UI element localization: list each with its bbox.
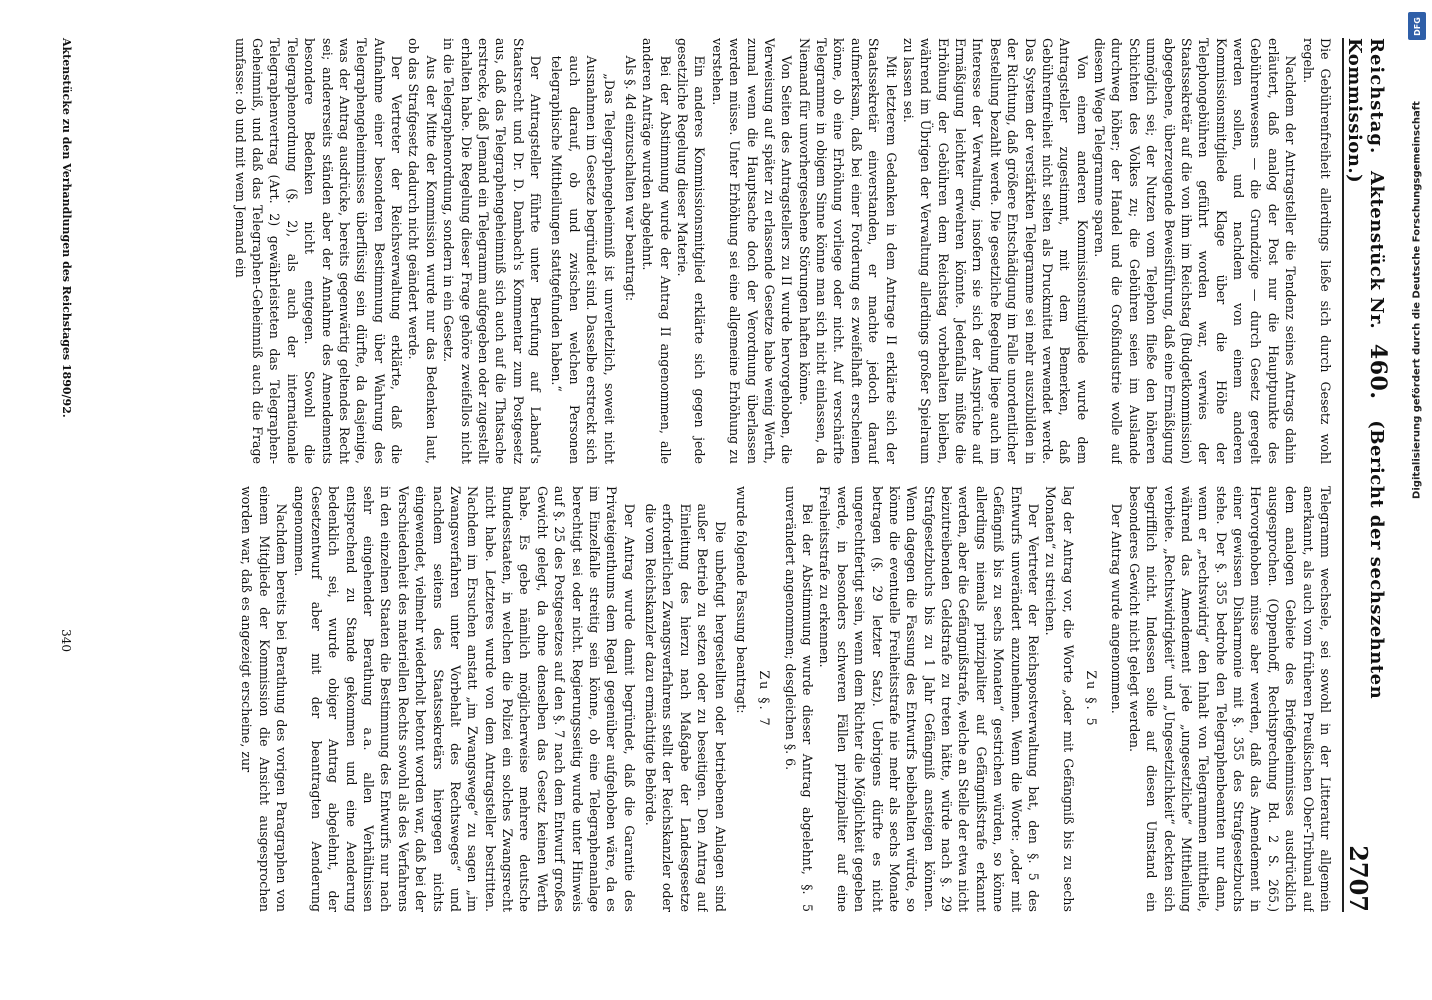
header-doc-number: 460. xyxy=(1365,343,1391,400)
paragraph: Als §. 4d einzuschalten war beantragt: xyxy=(623,55,638,302)
page-number: 2707 xyxy=(1344,845,1373,912)
right-column xyxy=(79,486,1334,912)
paragraph: Von einem anderen Kommissionsmitgliede wurde dem Antragsteller zugestimmt, mit dem Bemerken, daß Gebührenfreiheit nicht selten als Druckmittel verwendet werde. Das System der verstärkten Telegramme sei mehr auszubilden in der Richtung, daß größere Entschädigung im Falle unordentlicher Bestellung bezahlt werde. Die gesetzliche Regelung liege auch im Interesse der Verwaltung, insofern sie sich der Ansprüche auf Ermäßigung leichter erwehren könnte. Jedenfalls müßte die Erhöhung der Gebühren dem Reichstag vorbehalten bleiben, während im Übrigen der Verwaltung allerdings großer Spielraum zu lassen sei. xyxy=(901,38,1090,464)
dfg-logo: DFG xyxy=(1408,12,1426,40)
paragraph: Der Antrag wurde damit begründet, daß die Garantie des Privateigenthums dem Regal gegenüber aufgehoben wäre, da es im Einzelfalle streitig sein könne, ob eine Telegraphenanlage berechtigt sei oder nicht. Regierungsseitig wurde unter Hinweis auf §. 25 des Postgesetzes auf den §. 7 nach dem Entwurf großes Gewicht gelegt, da ohne denselben das Gesetz keinen Werth habe. Es gebe nämlich möglicherweise mehrere deutsche Bundesstaaten, in welchen die Polizei ein solches Zwangsrecht nicht habe. Letzteres wurde von dem Antragsteller bestritten. Nachdem im Ersuchen anstatt „im Zwangswege“ zu sagen „im Zwangsverfahren unter Vorbehalt des Rechtsweges“ und nachdem seitens des Staatssekretärs hiergegen nichts eingewendet, vielmehr wiederholt betont worden war, daß bei der Verschiedenheit des materiellen Rechts sowohl als des Verfahrens in den einzelnen Staaten die Bestimmung des Entwurfs nur nach sehr eingehender Berathung a.a. allen Verhältnissen entsprechend zu Stande gekommen und eine Aenderung bedenklich sei, wurde obiger Antrag abgelehnt, der Gesetzentwurf aber mit der beantragten Aenderung angenommen. xyxy=(291,486,637,912)
funding-note: Digitalisierung gefördert durch die Deutsche Forschungsgemeinschaft xyxy=(1411,101,1423,499)
paragraph: Bei der Abstimmung wurde der Antrag II angenommen, alle anderen Anträge wurden abgelehnt. xyxy=(640,38,673,464)
text-columns xyxy=(79,38,1334,912)
paragraph: Ein anderes Kommissionsmitglied erklärte sich gegen jede gesetzliche Regelung dieser Materie. xyxy=(675,38,708,464)
section-heading-5: Zu §. 5 xyxy=(1084,670,1100,728)
quoted-amendment: „Das Telegraphengeheimniß ist unverletzlich, soweit nicht Ausnahmen im Gesetze begründet sind. Dasselbe erstreckt sich auch darauf, ob und zwischen welchen Personen telegraphische Mittheilungen stattgefunden haben.“ xyxy=(549,55,617,464)
page-footer xyxy=(59,38,73,912)
paragraph: Der Antragsteller führte unter Berufung auf Laband's Staatsrecht und Dr. D. Dambach's Kommentar zum Postgesetz aus, daß das Telegraphengeheimniß sich auch auf die Thatsache erstrecke, daß Jemand ein Telegramm aufgegeben oder zugestellt erhalten habe. Die Regelung dieser Frage gehöre zweifellos nicht in die Telegraphenordnung, sondern in ein Gesetz. xyxy=(441,38,544,464)
page-header xyxy=(1342,38,1391,912)
paragraph: Bei der Abstimmung wurde dieser Antrag abgelehnt, §. 5 unverändert angenommen; desgleichen §. 6. xyxy=(782,486,816,912)
paragraph: Nachdem bereits bei Berathung des vorigen Paragraphen von einem Mitgliede der Kommission die Ansicht ausgesprochen worden war, daß es angezeigt erscheine, zur xyxy=(239,486,290,912)
paragraph: Telegramm wechsele, sei sowohl in der Litteratur allgemein anerkannt, als auch vom früheren Preußischen Ober-Tribunal auf dem analogen Gebiete des Briefgeheimnisses ausdrücklich ausgesprochen. (Oppenhoff, Rechtsprechung Bd. 2 S. 265.) Hervorgehoben müsse aber werden, daß das Amendement in einer gewissen Disharmonie mit §. 355 des Strafgesetzbuchs stehe. Der §. 355 bedrohe den Telegraphenbeamten nur dann, wenn er „rechtswidrig“ den Inhalt von Telegrammen mittheile, während das Amendement jede „ungesetzliche“ Mittheilung verbiete. „Rechtswidrigkeit“ und „Ungesetzlichkeit“ deckten sich begrifflich nicht. Indessen solle auf diesen Umstand ein besonderes Gewicht nicht gelegt werden. xyxy=(1126,486,1333,912)
paragraph: Von Seiten des Antragstellers zu II wurde hervorgehoben, die Verweisung auf später zu erlassende Gesetze habe wenig Werth, zumal wenn die Hauptsache doch der Verordnung überlassen werden müsse. Unter Erhöhung sei eine allgemeine Erhöhung zu verstehen. xyxy=(709,38,795,464)
funding-watermark xyxy=(1404,0,1430,1000)
left-column xyxy=(79,38,1334,464)
header-report-title: (Bericht der sechszehnten Kommission.) xyxy=(1344,38,1387,700)
footer-source-note: Aktenstücke zu den Verhandlungen des Reichstages 1890/92. xyxy=(60,38,73,418)
paragraph: Der Vertreter der Reichsverwaltung erklärte, daß die Aufnahme einer besonderen Bestimmung über Wahrung des Telegraphengeheimnisses überflüssig sein dürfte, da dasjenige, was der Antrag ausdrücke, bereits gegenwärtig geltendes Recht sei; andererseits ständen aber der Annahme des Amendements besondere Bedenken nicht entgegen. Sowohl die Telegraphenordnung (§. 2), als auch der internationale Telegraphenvertrag (Art. 2) gewährleisteten das Telegraphen-Geheimniß, und daß das Telegraphen-Geheimniß auch die Frage umfasse: ob und mit wem Jemand ein xyxy=(232,38,405,464)
paragraph: Die Gebührenfreiheit allerdings ließe sich durch Gesetz wohl regeln. xyxy=(1300,38,1333,464)
header-reichstag: Reichstag. xyxy=(1366,38,1387,155)
paragraph: Mit letzterem Gedanken in dem Antrage II erklärte sich der Staatssekretär einverstanden, er machte jedoch darauf aufmerksam, daß bei einer Forderung es zweifelhaft erscheinen könne, ob eine Erhöhung vorliege oder nicht. Auf verschärfte Telegramme in obigem Sinne könne man sich nicht einlassen, da Niemand für unvorhergesehene Störungen haften könne. xyxy=(796,38,899,464)
paragraph: Aus der Mitte der Kommission wurde nur das Bedenken laut, ob das Strafgesetz dadurch nicht geändert werde. xyxy=(406,38,439,464)
header-title-group xyxy=(1344,38,1391,845)
paragraph: Der Antrag wurde angenommen. xyxy=(1109,503,1125,714)
paragraph: wurde folgende Fassung beantragt: xyxy=(734,486,749,714)
proposed-wording: Die unbefugt hergestellten oder betriebenen Anlagen sind außer Betrieb zu setzen oder zu beseitigen. Den Antrag auf Einleitung des hierzu nach Maßgabe der Landesgesetze erforderlichen Zwangsverfahrens stellt der Reichskanzler oder die vom Reichskanzler dazu ermächtigte Behörde. xyxy=(643,503,728,912)
footer-signature: 340 xyxy=(59,629,73,652)
paragraph: lag der Antrag vor, die Worte „oder mit Gefängniß bis zu sechs Monaten“ zu streichen. xyxy=(1043,486,1076,912)
paragraph: Der Vertreter der Reichspostverwaltung bat, den §. 5 des Entwurfs unverändert anzunehmen. Wenn die Worte: „oder mit Gefängniß bis zu sechs Monaten“ gestrichen würden, so könne allerdings niemals prinzipaliter auf Gefängnißstrafe erkannt werden, aber die Gefängnißstrafe, welche an Stelle der etwa nicht beizutreibenden Geldstrafe zu treten hätte, würde nach §. 29 Strafgesetzbuchs bis zu 1 Jahr Gefängniß ansteigen können. Wenn dagegen die Fassung des Entwurfs beibehalten würde, so könne die eventuelle Freiheitsstrafe nie mehr als sechs Monate betragen (§. 29 letzter Satz). Uebrigens dürfte es nicht ungerechtfertigt sein, wenn dem Richter die Möglichkeit gegeben werde, in besonders schweren Fällen prinzipaliter auf eine Freiheitsstrafe zu erkennen. xyxy=(817,486,1041,912)
header-doc: Aktenstück Nr. xyxy=(1366,171,1387,330)
paragraph: Nachdem der Antragsteller die Tendenz seines Antrags dahin erläutert, daß analog der Post nur die Hauptpunkte des Gebührenwesens — die Grundzüge — durch Gesetz geregelt werden sollen, und nachdem von einem anderen Kommissionsmitgliede Klage über die Höhe der Telephongebühren geführt worden war, verwies der Staatssekretär auf die von ihm im Reichstag (Budgetkommission) abgegebene, überzeugende Beweisführung, daß eine Ermäßigung unmöglich sei; der Nutzen vom Telephon fließe den höheren Schichten des Volkes zu; die Gebühren seien im Auslande durchweg höher; der Handel und die Großindustrie wolle auf diesem Wege Telegramme sparen. xyxy=(1092,38,1299,464)
section-heading-7: Zu §. 7 xyxy=(757,670,773,728)
